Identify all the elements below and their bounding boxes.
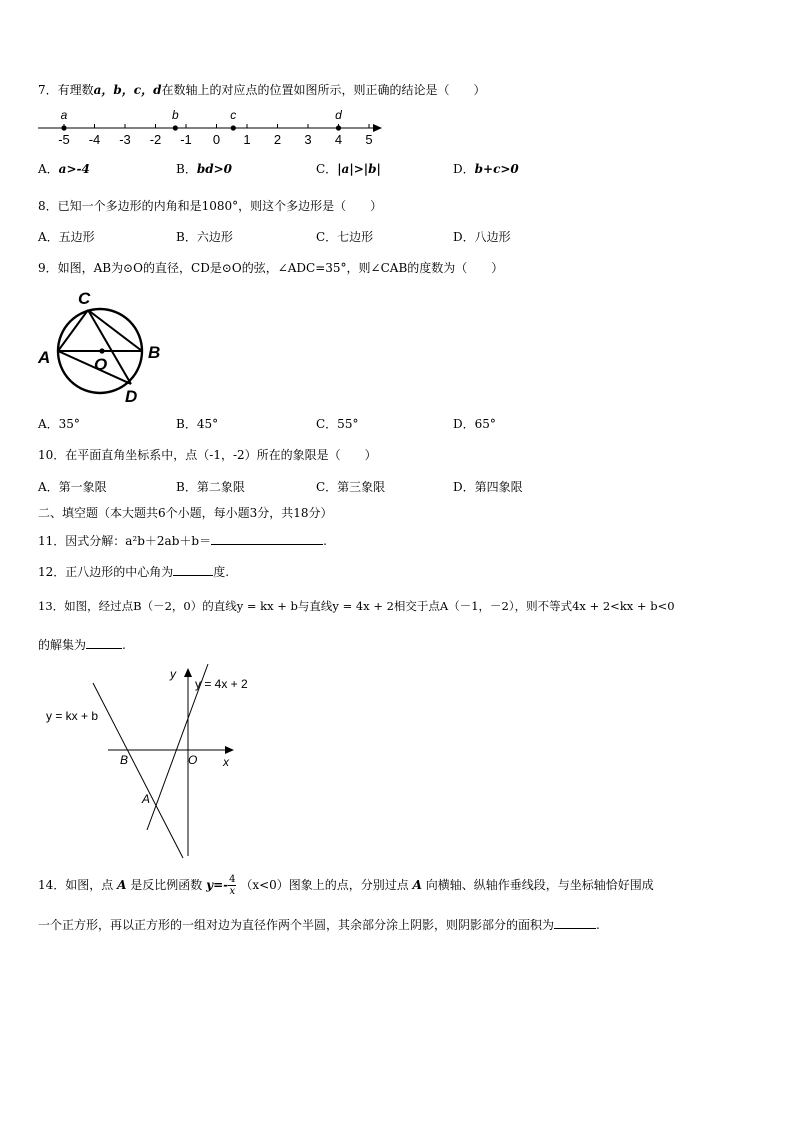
q13-stem-line2: 的解集为 . [38,638,126,652]
y-axis-arrow [184,668,192,677]
number-line-point [61,125,66,130]
q8-stem: 8．已知一个多边形的内角和是1080°，则这个多边形是（ ） [38,199,383,213]
number-line-tick-label: 2 [273,132,282,147]
label-o: O [94,355,108,374]
q10-option-d[interactable]: D．第四象限 [453,480,523,494]
number-line-point [173,125,178,130]
label-a: A [38,348,51,367]
label-a-point: A [142,792,151,806]
q9-option-b[interactable]: B．45° [176,417,219,431]
section2-heading: 二、填空题（本大题共6个小题，每小题3分，共18分） [38,506,333,520]
label-line-4x-plus-2: y = 4x + 2 [195,677,248,691]
number-line-tick-label: -1 [180,132,192,147]
number-line-point [336,125,341,130]
number-line-points [61,108,343,131]
number-line-tick-label: 5 [365,132,373,147]
number-line-ticks [58,124,372,147]
number-line-point-label: b [171,108,179,122]
q7-option-b[interactable]: B．bd>0 [176,162,233,176]
number-line-tick-label: 1 [243,132,251,147]
label-b-point: B [120,753,129,767]
q10-option-a[interactable]: A．第一象限 [38,480,107,494]
label-line-kx-plus-b: y = kx + b [46,709,99,723]
q12-stem: 12．正八边形的中心角为 度. [38,565,230,579]
q9-option-a[interactable]: A．35° [38,417,80,431]
number-line-tick-label: -3 [119,132,131,147]
label-b: B [148,343,161,362]
number-line-tick-label: 4 [334,132,343,147]
q7-number-line [36,104,386,150]
q13-answer-blank[interactable] [86,636,122,649]
q14-stem: 14．如图，点 A 是反比例函数 y=- $\frac{4}{x}$ （x<0）图象上的点，分别过点 A 向横轴、纵轴作垂线段，与坐标轴恰好围成 [38,874,654,897]
q11-answer-blank[interactable] [211,532,323,545]
q13-stem: 13．如图，经过点B（－2，0）的直线y = kx + b与直线y = 4x + 2相交于点A（－1，－2），则不等式4x + 2<kx + b<0 [38,599,675,613]
q13-graph [40,660,260,865]
q9-option-d[interactable]: D．65° [453,417,496,431]
y-axis-label: y [170,667,176,681]
q14-answer-blank[interactable] [554,916,596,929]
q9-option-c[interactable]: C．55° [316,417,359,431]
q8-option-d[interactable]: D．八边形 [453,230,511,244]
q8-option-c[interactable]: C．七边形 [316,230,374,244]
q11-stem: 11．因式分解：a²b＋2ab＋b＝ . [38,534,327,548]
label-d: D [125,387,138,406]
q7-option-d[interactable]: D．b+c>0 [453,162,519,176]
q10-option-c[interactable]: C．第三象限 [316,480,386,494]
x-axis-arrow [225,746,234,754]
line-kx-plus-b [93,683,183,858]
q7-stem: 7．有理数a，b，c，d在数轴上的对应点的位置如图所示，则正确的结论是（ ） [38,83,486,97]
q10-stem: 10．在平面直角坐标系中，点（-1，-2）所在的象限是（ ） [38,448,377,462]
q8-option-a[interactable]: A．五边形 [38,230,95,244]
number-line-point-label: d [335,108,342,122]
q14-stem-line2: 一个正方形，再以正方形的一组对边为直径作两个半圆，其余部分涂上阴影，则阴影部分的面积为 . [38,918,600,932]
q10-option-b[interactable]: B．第二象限 [176,480,245,494]
number-line-point [231,125,236,130]
number-line-arrow [373,124,382,132]
number-line-tick-label: 3 [304,132,312,147]
q9-circle-figure [36,284,170,408]
number-line-point-label: c [230,108,237,122]
q14-fraction: $\frac{4}{x}$ [229,874,236,897]
number-line-tick-label: -2 [149,132,162,147]
number-line-tick-label: -4 [88,132,101,147]
q7-option-a[interactable]: A．a>-4 [38,162,90,176]
q12-answer-blank[interactable] [173,563,213,576]
center-point [99,348,104,353]
number-line-point-label: a [60,108,68,122]
chord-cb [88,310,142,351]
label-origin: O [188,753,198,767]
x-axis-label: x [223,755,229,769]
q8-option-b[interactable]: B．六边形 [176,230,233,244]
label-c: C [78,289,91,308]
number-line-tick-label: 0 [212,132,221,147]
q9-stem: 9．如图，AB为⊙O的直径，CD是⊙O的弦，∠ADC=35°，则∠CAB的度数为（ ） [38,261,504,275]
q7-option-c[interactable]: C．|a|>|b| [316,162,381,176]
number-line-tick-label: -5 [58,132,70,147]
